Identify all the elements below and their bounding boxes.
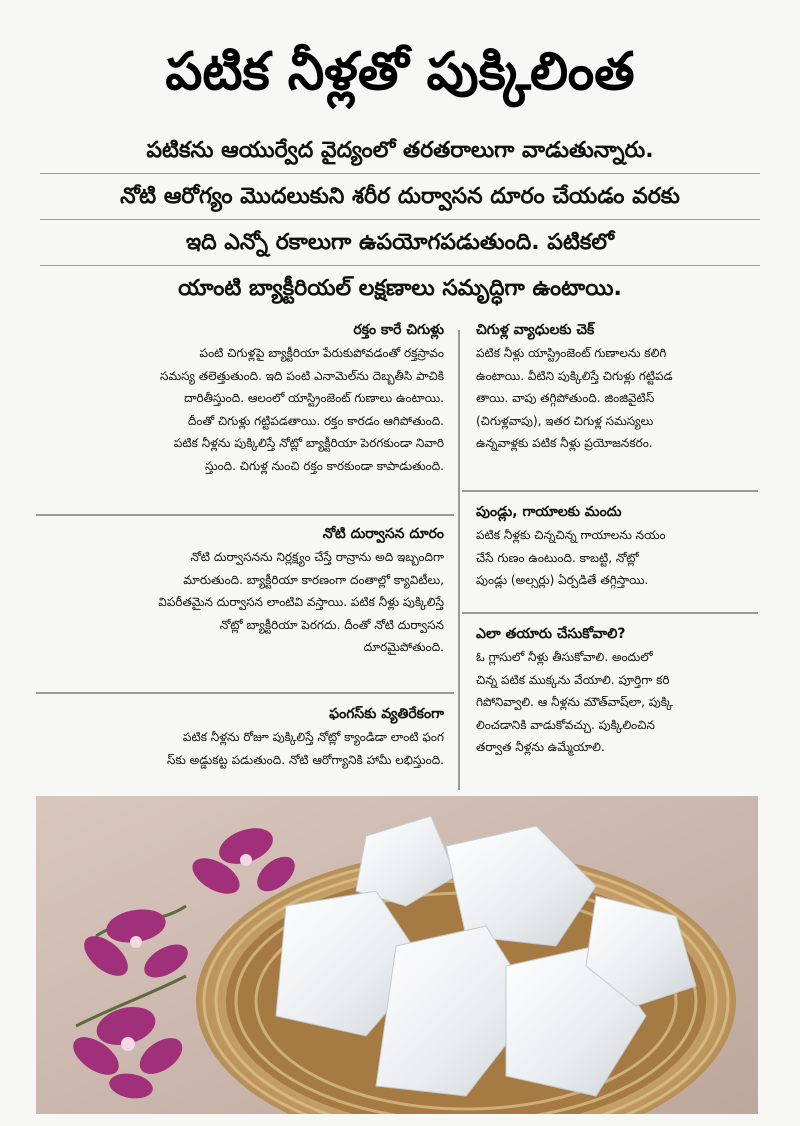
section-line: స్తుంది. చిగుళ్ల నుంచి రక్తం కారకుండా కాపాడుతుంది. [205, 458, 444, 473]
intro-block [40, 128, 760, 312]
section-fungus [36, 702, 454, 771]
section-line: పంటి చిగుళ్లపై బ్యాక్టీరియా పేరుకుపోవడంతో రక్తస్రావం [199, 346, 444, 360]
section-heading: పుండ్లు, గాయాలకు మందు [476, 504, 622, 520]
section-line: పటిక నీళ్లకు చిన్నచిన్న గాయాలను నయం [476, 528, 666, 542]
section-line: నోట్లో బ్యాక్టీరియా పెరగదు. దీంతో నోటి దుర్వాసన [219, 617, 444, 632]
section-line: దీంతో చిగుళ్లు గట్టిపడతాయి. రక్తం కారడం ఆగిపోతుంది. [187, 413, 444, 428]
section-line: స్‌కు అడ్డుకట్ట పడుతుంది. నోటి ఆరోగ్యానికి హామీ లభిస్తుంది. [167, 752, 444, 767]
section-line: దారితీస్తుంది. ఆలంలో యాస్ట్రింజెంట్ గుణాలు ఉంటాయి. [184, 391, 444, 405]
section-line: సమస్య తలెత్తుతుంది. ఇది పంటి ఎనామెల్‌ను దెబ్బతీసి పాచికి [160, 368, 444, 383]
section-line: లించడానికి వాడుకోవచ్చు. పుక్కిలించిన [476, 717, 655, 732]
alum-basket-photo [36, 796, 758, 1114]
section-how-to-prepare [462, 622, 758, 759]
section-line: నోటి దుర్వాసనను నిర్లక్ష్యం చేస్తే రాన్రాను అది ఇబ్బందిగా [190, 550, 444, 564]
section-line: గిపోనివ్వాలి. ఆ నీళ్లను మౌత్‌వాష్‌లా, పుక్కి [476, 695, 673, 709]
section-line: చిన్న పటిక ముక్కను వేయాలి. పూర్తిగా కరి [476, 672, 670, 687]
section-divider [462, 490, 758, 492]
column-divider [458, 330, 460, 790]
section-line: తాయి. వాపు తగ్గిపోతుంది. జింజివైటిస్ [476, 391, 655, 405]
section-line: తర్వాత నీళ్లను ఉమ్మేయాలి. [476, 740, 605, 754]
section-line: మారుతుంది. బ్యాక్టీరియా కారణంగా దంతాల్లో క్యావిటీలు, [183, 572, 444, 587]
alum-basket-illustration [36, 796, 758, 1114]
section-line: పటిక నీళ్లను పుక్కిలిస్తే నోట్లో బ్యాక్టీరియా పెరగకుండా నివారి [173, 436, 444, 450]
intro-line: ఇది ఎన్నో రకాలుగా ఉపయోగపడుతుంది. పటికలో [40, 220, 760, 266]
section-line: (చిగుళ్లవాపు), ఇతర చిగుళ్ల సమస్యలు [476, 413, 654, 428]
right-column [462, 318, 758, 796]
section-gum-diseases [462, 318, 758, 455]
section-line: ఉన్నవాళ్లకు పటిక నీళ్లు ప్రయోజనకరం. [476, 436, 653, 450]
section-bad-breath [36, 522, 454, 659]
section-divider [36, 692, 454, 694]
section-heading: ఫంగస్‌కు వ్యతిరేకంగా [329, 706, 444, 722]
section-line: పుండ్లు (అల్సర్లు) ఏర్పడితే తగ్గిస్తాయి. [476, 573, 649, 587]
section-bleeding-gums [36, 318, 454, 477]
section-divider [36, 514, 454, 516]
left-column [36, 318, 454, 796]
section-sores-wounds [462, 500, 758, 592]
section-line: పటిక నీళ్లు యాస్ట్రింజెంట్ గుణాలను కలిగి [476, 346, 667, 360]
section-line: ఉంటాయి. వీటిని పుక్కిలిస్తే చిగుళ్లు గట్టిపడ [476, 368, 673, 383]
section-line: చేసే గుణం ఉంటుంది. కాబట్టి, నోట్లో [476, 550, 639, 565]
article-headline: పటిక నీళ్లతో పుక్కిలింత [165, 42, 635, 102]
section-line: దూరమైపోతుంది. [363, 640, 444, 654]
section-heading: చిగుళ్ల వ్యాధులకు చెక్ [476, 322, 595, 338]
intro-line: నోటి ఆరోగ్యం మొదలుకుని శరీర దుర్వాసన దూరం చేయడం వరకు [40, 174, 760, 220]
article-columns [36, 318, 758, 796]
section-heading: ఎలా తయారు చేసుకోవాలి? [476, 626, 626, 642]
section-line: పటిక నీళ్లను రోజూ పుక్కిలిస్తే నోట్లో క్యాండిడా లాంటి ఫంగ [182, 730, 444, 744]
section-line: విపరీతమైన దుర్వాసన లాంటివి వస్తాయి. పటిక నీళ్లు పుక్కిలిస్తే [158, 595, 444, 609]
section-line: ఓ గ్లాసులో నీళ్లు తీసుకోవాలి. అందులో [476, 650, 653, 664]
section-heading: నోటి దుర్వాసన దూరం [322, 526, 444, 542]
intro-line: యాంటి బ్యాక్టీరియల్ లక్షణాలు సమృద్ధిగా ఉంటాయి. [178, 276, 622, 301]
intro-line: పటికను ఆయుర్వేద వైద్యంలో తరతరాలుగా వాడుతున్నారు. [40, 128, 760, 174]
section-heading: రక్తం కారే చిగుళ్లు [353, 322, 444, 338]
section-divider [462, 612, 758, 614]
